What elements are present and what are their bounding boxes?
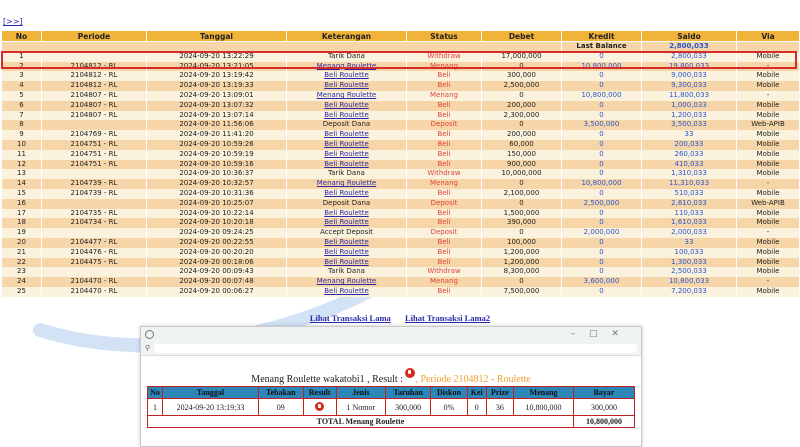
cell-periode xyxy=(42,120,147,130)
table-row xyxy=(2,120,800,130)
result-table xyxy=(147,386,635,428)
cell-via: - xyxy=(737,91,800,101)
cell-via: Mobile xyxy=(737,267,800,277)
cell-periode xyxy=(42,199,147,209)
cell-status: Deposit xyxy=(407,120,482,130)
cell-saldo: 2,500,033 xyxy=(642,267,737,277)
cell-via: Mobile xyxy=(737,71,800,81)
cell-status: Menang xyxy=(407,179,482,189)
cell-tanggal: 2024-09-20 09:24:25 xyxy=(147,228,287,238)
cell-saldo: 200,033 xyxy=(642,140,737,150)
last-balance-row xyxy=(2,42,800,52)
cell-keterangan[interactable]: Beli Roulette xyxy=(287,150,407,160)
cell-via: - xyxy=(737,62,800,72)
cell-debet: 100,000 xyxy=(482,238,562,248)
cell-no: 6 xyxy=(2,101,42,111)
table-row xyxy=(2,267,800,277)
cell-periode: 2104751 - RL xyxy=(42,160,147,170)
cell-kredit: 0 xyxy=(562,209,642,219)
cell-no: 1 xyxy=(2,52,42,62)
cell-periode: 2104769 - RL xyxy=(42,130,147,140)
cell-via: Web-APIB xyxy=(737,199,800,209)
cell-no: 3 xyxy=(2,71,42,81)
cell-kredit: 3,500,000 xyxy=(562,120,642,130)
cell-status: Deposit xyxy=(407,199,482,209)
cell-keterangan[interactable]: Menang Roulette xyxy=(287,277,407,287)
cell-via: Web-APIB xyxy=(737,120,800,130)
table-row xyxy=(2,52,800,62)
cell-keterangan: Tarik Dana xyxy=(287,52,407,62)
cell-tanggal: 2024-09-20 10:22:14 xyxy=(147,209,287,219)
cell-tanggal: 2024-09-20 13:07:14 xyxy=(147,111,287,121)
cell-status: Beli xyxy=(407,81,482,91)
cell-tanggal: 2024-09-20 13:19:42 xyxy=(147,71,287,81)
cell-keterangan[interactable]: Menang Roulette xyxy=(287,91,407,101)
last-balance-label: Last Balance xyxy=(562,42,642,52)
cell-tanggal: 2024-09-20 10:36:37 xyxy=(147,169,287,179)
table-row xyxy=(2,218,800,228)
table-row xyxy=(2,287,800,297)
close-button[interactable]: ✕ xyxy=(611,329,633,339)
cell-debet: 900,000 xyxy=(482,160,562,170)
cell-kredit: 0 xyxy=(562,189,642,199)
cell-saldo: 2,610,033 xyxy=(642,199,737,209)
cell-kredit: 0 xyxy=(562,218,642,228)
cell-debet: 2,500,000 xyxy=(482,81,562,91)
col-saldo: Saldo xyxy=(642,31,737,42)
table-row xyxy=(2,189,800,199)
table-row xyxy=(2,140,800,150)
cell-keterangan[interactable]: Beli Roulette xyxy=(287,71,407,81)
cell-debet: 0 xyxy=(482,91,562,101)
table-row xyxy=(2,238,800,248)
cell-debet: 0 xyxy=(482,277,562,287)
cell-debet: 1,200,000 xyxy=(482,258,562,268)
cell-status: Beli xyxy=(407,209,482,219)
cell-kredit: 0 xyxy=(562,238,642,248)
cell-keterangan[interactable]: Beli Roulette xyxy=(287,218,407,228)
cell-status: Deposit xyxy=(407,228,482,238)
cell-periode xyxy=(42,228,147,238)
cell-periode: 2104477 - RL xyxy=(42,238,147,248)
cell-kredit: 0 xyxy=(562,150,642,160)
cell-no: 21 xyxy=(2,248,42,258)
popup-addressbar xyxy=(141,341,641,356)
cell-periode: 2104751 - RL xyxy=(42,140,147,150)
cell-saldo: 1,310,033 xyxy=(642,169,737,179)
cell-tanggal: 2024-09-20 00:07:48 xyxy=(147,277,287,287)
cell-debet: 60,000 xyxy=(482,140,562,150)
cell-tanggal: 2024-09-20 10:59:19 xyxy=(147,150,287,160)
cell-keterangan[interactable]: Beli Roulette xyxy=(287,140,407,150)
cell-keterangan[interactable]: Beli Roulette xyxy=(287,189,407,199)
total-value: 10,800,000 xyxy=(574,416,635,428)
col-kredit: Kredit xyxy=(562,31,642,42)
cell-debet: 1,200,000 xyxy=(482,248,562,258)
cell-periode: 2104807 - RL xyxy=(42,111,147,121)
old-transactions2-link[interactable]: Lihat Transaksi Lama2 xyxy=(404,313,491,323)
cell-via: Mobile xyxy=(737,140,800,150)
table-row xyxy=(2,81,800,91)
cell-tanggal: 2024-09-20 13:22:29 xyxy=(147,52,287,62)
cell-saldo: 9,000,033 xyxy=(642,71,737,81)
cell-via: Mobile xyxy=(737,258,800,268)
cell-periode: 2104739 - RL xyxy=(42,189,147,199)
cell-via: Mobile xyxy=(737,111,800,121)
cell-saldo: 510,033 xyxy=(642,189,737,199)
cell-status: Beli xyxy=(407,160,482,170)
last-balance-value: 2,800,033 xyxy=(642,42,737,52)
cell-tanggal: 2024-09-20 00:18:06 xyxy=(147,258,287,268)
cell-kredit: 10,800,000 xyxy=(562,91,642,101)
table-row xyxy=(2,169,800,179)
cell-periode: 2104812 - RL xyxy=(42,71,147,81)
cell-status: Withdraw xyxy=(407,169,482,179)
cell-saldo: 19,800,033 xyxy=(642,62,737,72)
cell-saldo: 7,200,033 xyxy=(642,287,737,297)
cell-keterangan[interactable]: Beli Roulette xyxy=(287,101,407,111)
cell-periode: 2104476 - RL xyxy=(42,248,147,258)
cell-no: 15 xyxy=(2,189,42,199)
cell-via: Mobile xyxy=(737,101,800,111)
cell-via: Mobile xyxy=(737,130,800,140)
cell-saldo: 1,200,033 xyxy=(642,111,737,121)
cell-periode: 2104751 - RL xyxy=(42,150,147,160)
cell-kredit: 10,800,000 xyxy=(562,62,642,72)
cell-status: Beli xyxy=(407,287,482,297)
cell-saldo: 33 xyxy=(642,130,737,140)
table-row xyxy=(2,277,800,287)
cell-keterangan[interactable]: Beli Roulette xyxy=(287,238,407,248)
cell-kredit: 2,500,000 xyxy=(562,199,642,209)
cell-periode: 2104807 - RL xyxy=(42,101,147,111)
cell-periode: 2104475 - RL xyxy=(42,258,147,268)
cell-via: Mobile xyxy=(737,81,800,91)
cell-tanggal: 2024-09-20 13:07:32 xyxy=(147,101,287,111)
popup-title: Menang Roulette wakatobi1 , Result : , Periode 2104812 - Roulette xyxy=(141,373,641,385)
col-periode: Periode xyxy=(42,31,147,42)
cell-kredit: 0 xyxy=(562,52,642,62)
cell-debet: 0 xyxy=(482,62,562,72)
cell-periode xyxy=(42,52,147,62)
cell-no: 2 xyxy=(2,62,42,72)
cell-tanggal: 2024-09-20 11:41:20 xyxy=(147,130,287,140)
cell-debet: 0 xyxy=(482,120,562,130)
cell-no: 22 xyxy=(2,258,42,268)
table-row xyxy=(2,209,800,219)
cell-keterangan[interactable]: Beli Roulette xyxy=(287,287,407,297)
cell-kredit: 0 xyxy=(562,248,642,258)
cell-debet: 200,000 xyxy=(482,101,562,111)
cell-via: Mobile xyxy=(737,287,800,297)
table-row xyxy=(2,101,800,111)
cell-status: Beli xyxy=(407,189,482,199)
cell-debet: 150,000 xyxy=(482,150,562,160)
cell-saldo: 10,800,033 xyxy=(642,277,737,287)
cell-saldo: 2,000,033 xyxy=(642,228,737,238)
cell-via: Mobile xyxy=(737,169,800,179)
cell-no: 14 xyxy=(2,179,42,189)
cell-keterangan: Deposit Dana xyxy=(287,120,407,130)
cell-saldo: 110,033 xyxy=(642,209,737,219)
cell-debet: 10,000,000 xyxy=(482,169,562,179)
cell-kredit: 0 xyxy=(562,160,642,170)
table-row xyxy=(2,150,800,160)
roulette-ball-icon xyxy=(405,368,415,378)
cell-saldo: 9,300,033 xyxy=(642,81,737,91)
maximize-button[interactable]: □ xyxy=(588,329,612,339)
next-page-link[interactable]: [>>] xyxy=(3,17,23,26)
cell-saldo: 100,033 xyxy=(642,248,737,258)
cell-saldo: 33 xyxy=(642,238,737,248)
cell-periode: 2104812 - RL xyxy=(42,62,147,72)
cell-kredit: 0 xyxy=(562,258,642,268)
cell-via: - xyxy=(737,179,800,189)
cell-tanggal: 2024-09-20 00:06:27 xyxy=(147,287,287,297)
cell-no: 5 xyxy=(2,91,42,101)
cell-status: Beli xyxy=(407,150,482,160)
cell-keterangan: Tarik Dana xyxy=(287,169,407,179)
cell-periode: 2104470 - RL xyxy=(42,287,147,297)
cell-kredit: 3,600,000 xyxy=(562,277,642,287)
cell-periode: 2104470 - RL xyxy=(42,277,147,287)
window-controls xyxy=(570,329,633,339)
cell-keterangan[interactable]: Menang Roulette xyxy=(287,62,407,72)
cell-kredit: 10,800,000 xyxy=(562,179,642,189)
table-header xyxy=(2,31,800,42)
cell-tanggal: 2024-09-20 13:09:01 xyxy=(147,91,287,101)
cell-kredit: 0 xyxy=(562,130,642,140)
cell-via: Mobile xyxy=(737,150,800,160)
cell-keterangan[interactable]: Beli Roulette xyxy=(287,130,407,140)
cell-keterangan[interactable]: Beli Roulette xyxy=(287,248,407,258)
cell-status: Beli xyxy=(407,101,482,111)
cell-kredit: 0 xyxy=(562,287,642,297)
minimize-button[interactable]: – xyxy=(570,329,589,339)
cell-status: Beli xyxy=(407,258,482,268)
table-row xyxy=(2,111,800,121)
cell-kredit: 2,000,000 xyxy=(562,228,642,238)
history-links xyxy=(0,313,800,323)
cell-tanggal: 2024-09-20 13:19:33 xyxy=(147,81,287,91)
col-via: Via xyxy=(737,31,800,42)
cell-saldo: 11,800,033 xyxy=(642,91,737,101)
cell-keterangan[interactable]: Menang Roulette xyxy=(287,179,407,189)
table-row xyxy=(2,258,800,268)
cell-saldo: 11,310,033 xyxy=(642,179,737,189)
cell-keterangan[interactable]: Beli Roulette xyxy=(287,209,407,219)
cell-status: Menang xyxy=(407,91,482,101)
result-header: No Tanggal Tebakan Result Jenis Taruhan Diskon Kei Prize Menang Bayar xyxy=(148,387,635,399)
cell-periode: 2104739 - RL xyxy=(42,179,147,189)
cell-tanggal: 2024-09-20 00:22:55 xyxy=(147,238,287,248)
result-row: 1 2024-09-20 13:19:33 09 1 Nomor 300,000 0% 0 36 10,800,000 300,000 xyxy=(148,399,635,416)
cell-saldo: 3,500,033 xyxy=(642,120,737,130)
cell-no: 12 xyxy=(2,160,42,170)
cell-via: Mobile xyxy=(737,209,800,219)
cell-kredit: 0 xyxy=(562,71,642,81)
cell-debet: 7,500,000 xyxy=(482,287,562,297)
globe-icon xyxy=(145,330,154,339)
result-ball-icon xyxy=(315,402,324,411)
cell-status: Withdraw xyxy=(407,52,482,62)
cell-tanggal: 2024-09-20 11:56:06 xyxy=(147,120,287,130)
cell-debet: 0 xyxy=(482,199,562,209)
cell-tanggal: 2024-09-20 00:09:43 xyxy=(147,267,287,277)
cell-kredit: 0 xyxy=(562,101,642,111)
col-tanggal: Tanggal xyxy=(147,31,287,42)
cell-via: Mobile xyxy=(737,189,800,199)
transaction-table xyxy=(1,30,800,297)
cell-no: 13 xyxy=(2,169,42,179)
cell-status: Menang xyxy=(407,277,482,287)
cell-keterangan: Tarik Dana xyxy=(287,267,407,277)
cell-no: 23 xyxy=(2,267,42,277)
cell-debet: 2,100,000 xyxy=(482,189,562,199)
cell-no: 4 xyxy=(2,81,42,91)
cell-saldo: 1,300,033 xyxy=(642,258,737,268)
cell-tanggal: 2024-09-20 10:32:57 xyxy=(147,179,287,189)
cell-no: 11 xyxy=(2,150,42,160)
col-debet: Debet xyxy=(482,31,562,42)
cell-periode xyxy=(42,169,147,179)
cell-debet: 17,000,000 xyxy=(482,52,562,62)
table-row xyxy=(2,199,800,209)
cell-periode xyxy=(42,267,147,277)
col-status: Status xyxy=(407,31,482,42)
cell-tanggal: 2024-09-20 00:20:20 xyxy=(147,248,287,258)
cell-saldo: 260,033 xyxy=(642,150,737,160)
col-no: No xyxy=(2,31,42,42)
popup-url-field[interactable] xyxy=(154,344,637,353)
cell-status: Beli xyxy=(407,111,482,121)
table-row xyxy=(2,91,800,101)
cell-saldo: 1,000,033 xyxy=(642,101,737,111)
cell-no: 20 xyxy=(2,238,42,248)
cell-debet: 200,000 xyxy=(482,130,562,140)
site-settings-icon[interactable]: ⚲ xyxy=(145,344,151,352)
popup-titlebar xyxy=(141,327,641,341)
cell-kredit: 0 xyxy=(562,81,642,91)
cell-debet: 8,300,000 xyxy=(482,267,562,277)
cell-debet: 0 xyxy=(482,179,562,189)
popup-period: , Periode 2104812 - Roulette xyxy=(415,374,531,385)
cell-status: Beli xyxy=(407,140,482,150)
old-transactions-link[interactable]: Lihat Transaksi Lama xyxy=(309,313,391,323)
cell-saldo: 1,610,033 xyxy=(642,218,737,228)
cell-debet: 300,000 xyxy=(482,71,562,81)
cell-no: 25 xyxy=(2,287,42,297)
cell-no: 8 xyxy=(2,120,42,130)
cell-kredit: 0 xyxy=(562,267,642,277)
table-row xyxy=(2,248,800,258)
cell-debet: 0 xyxy=(482,228,562,238)
table-row xyxy=(2,179,800,189)
cell-periode: 2104807 - RL xyxy=(42,91,147,101)
cell-keterangan[interactable]: Beli Roulette xyxy=(287,160,407,170)
cell-kredit: 0 xyxy=(562,111,642,121)
cell-keterangan[interactable]: Beli Roulette xyxy=(287,111,407,121)
cell-no: 18 xyxy=(2,218,42,228)
table-row xyxy=(2,130,800,140)
cell-status: Beli xyxy=(407,71,482,81)
cell-via: Mobile xyxy=(737,238,800,248)
cell-no: 24 xyxy=(2,277,42,287)
cell-via: Mobile xyxy=(737,160,800,170)
cell-kredit: 0 xyxy=(562,140,642,150)
cell-debet: 2,300,000 xyxy=(482,111,562,121)
cell-via: Mobile xyxy=(737,248,800,258)
cell-keterangan: Accept Deposit xyxy=(287,228,407,238)
cell-via: Mobile xyxy=(737,52,800,62)
cell-no: 16 xyxy=(2,199,42,209)
cell-via: - xyxy=(737,228,800,238)
cell-debet: 390,000 xyxy=(482,218,562,228)
table-row xyxy=(2,228,800,238)
cell-saldo: 2,800,033 xyxy=(642,52,737,62)
cell-debet: 1,500,000 xyxy=(482,209,562,219)
table-row xyxy=(2,71,800,81)
cell-saldo: 410,033 xyxy=(642,160,737,170)
cell-periode: 2104812 - RL xyxy=(42,81,147,91)
cell-tanggal: 2024-09-20 10:59:16 xyxy=(147,160,287,170)
cell-no: 10 xyxy=(2,140,42,150)
cell-status: Beli xyxy=(407,130,482,140)
cell-tanggal: 2024-09-20 10:31:36 xyxy=(147,189,287,199)
cell-status: Beli xyxy=(407,248,482,258)
cell-tanggal: 2024-09-20 10:25:07 xyxy=(147,199,287,209)
cell-keterangan[interactable]: Beli Roulette xyxy=(287,258,407,268)
cell-no: 17 xyxy=(2,209,42,219)
cell-periode: 2104734 - RL xyxy=(42,218,147,228)
cell-no: 7 xyxy=(2,111,42,121)
result-total-row: TOTAL Menang Roulette 10,800,000 xyxy=(148,416,635,428)
cell-status: Menang xyxy=(407,62,482,72)
result-popup-window xyxy=(140,326,642,447)
cell-periode: 2104735 - RL xyxy=(42,209,147,219)
cell-no: 19 xyxy=(2,228,42,238)
cell-status: Beli xyxy=(407,238,482,248)
cell-tanggal: 2024-09-20 10:59:26 xyxy=(147,140,287,150)
cell-no: 9 xyxy=(2,130,42,140)
cell-tanggal: 2024-09-20 10:20:18 xyxy=(147,218,287,228)
table-row xyxy=(2,160,800,170)
cell-via: Mobile xyxy=(737,218,800,228)
cell-status: Withdraw xyxy=(407,267,482,277)
cell-kredit: 0 xyxy=(562,169,642,179)
cell-status: Beli xyxy=(407,218,482,228)
cell-tanggal: 2024-09-20 13:21:05 xyxy=(147,62,287,72)
table-row xyxy=(2,62,800,72)
cell-keterangan: Deposit Dana xyxy=(287,199,407,209)
cell-keterangan[interactable]: Beli Roulette xyxy=(287,81,407,91)
cell-via: - xyxy=(737,277,800,287)
col-keterangan: Keterangan xyxy=(287,31,407,42)
